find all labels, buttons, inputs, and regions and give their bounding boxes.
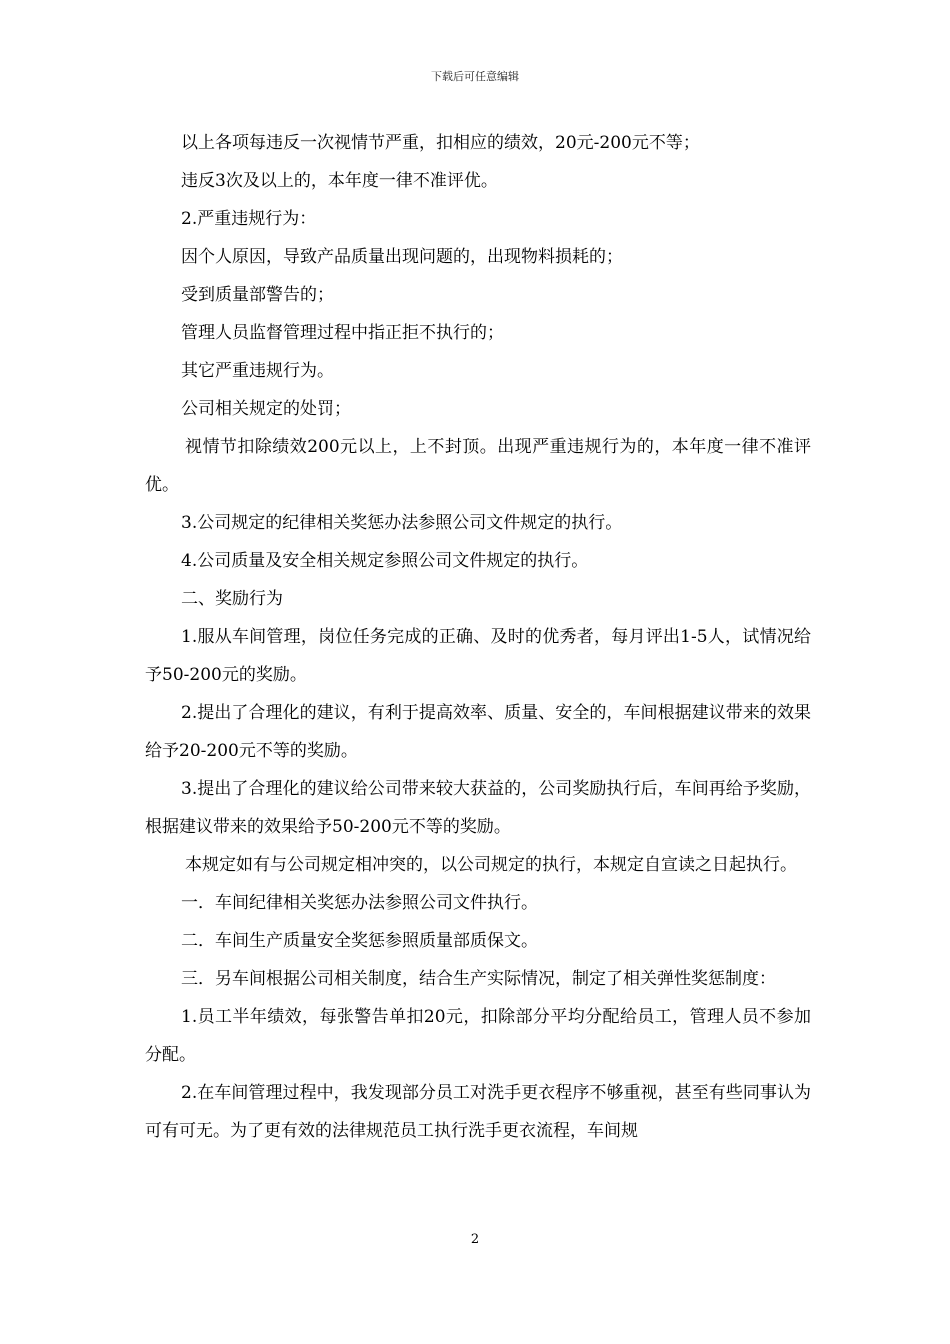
- paragraph-15: 3.提出了合理化的建议给公司带来较大获益的，公司奖励执行后，车间再给予奖励，根据建议带来的效果给予50-200元不等的奖励。: [145, 779, 811, 837]
- paragraph-1: 以上各项每违反一次视情节严重，扣相应的绩效，20元-200元不等；: [181, 133, 700, 153]
- paragraph-9: 视情节扣除绩效200元以上，上不封顶。出现严重违规行为的，本年度一律不准评优。: [145, 437, 811, 495]
- paragraph-14: 2.提出了合理化的建议，有利于提高效率、质量、安全的，车间根据建议带来的效果给予20-200元不等的奖励。: [145, 703, 811, 761]
- paragraph-16: 本规定如有与公司规定相冲突的，以公司规定的执行，本规定自宣读之日起执行。: [185, 855, 797, 875]
- paragraph-5: 受到质量部警告的；: [181, 285, 334, 305]
- paragraph-8: 公司相关规定的处罚；: [181, 399, 351, 419]
- paragraph-2: 违反3次及以上的，本年度一律不准评优。: [181, 171, 498, 191]
- paragraph-6: 管理人员监督管理过程中指正拒不执行的；: [181, 323, 504, 343]
- paragraph-13: 1.服从车间管理，岗位任务完成的正确、及时的优秀者，每月评出1-5人，试情况给予50-200元的奖励。: [145, 627, 811, 685]
- paragraph-18: 二．车间生产质量安全奖惩参照质量部质保文。: [181, 931, 538, 951]
- paragraph-21: 2.在车间管理过程中，我发现部分员工对洗手更衣程序不够重视，甚至有些同事认为可有可无。为了更有效的法律规范员工执行洗手更衣流程，车间规: [145, 1083, 811, 1141]
- paragraph-11: 4.公司质量及安全相关规定参照公司文件规定的执行。: [181, 551, 589, 571]
- paragraph-20: 1.员工半年绩效，每张警告单扣20元，扣除部分平均分配给员工，管理人员不参加分配。: [145, 1007, 811, 1065]
- paragraph-4: 因个人原因，导致产品质量出现问题的，出现物料损耗的；: [181, 247, 623, 267]
- paragraph-10: 3.公司规定的纪律相关奖惩办法参照公司文件规定的执行。: [181, 513, 623, 533]
- paragraph-7: 其它严重违规行为。: [181, 361, 334, 381]
- page-number: 2: [470, 1232, 480, 1247]
- paragraph-3: 2.严重违规行为：: [181, 209, 317, 229]
- document-body: [145, 124, 811, 1150]
- paragraph-19: 三．另车间根据公司相关制度，结合生产实际情况，制定了相关弹性奖惩制度：: [181, 969, 776, 989]
- paragraph-17: 一．车间纪律相关奖惩办法参照公司文件执行。: [181, 893, 538, 913]
- page-header: 下载后可任意编辑: [431, 70, 519, 83]
- paragraph-12: 二、奖励行为: [181, 589, 283, 609]
